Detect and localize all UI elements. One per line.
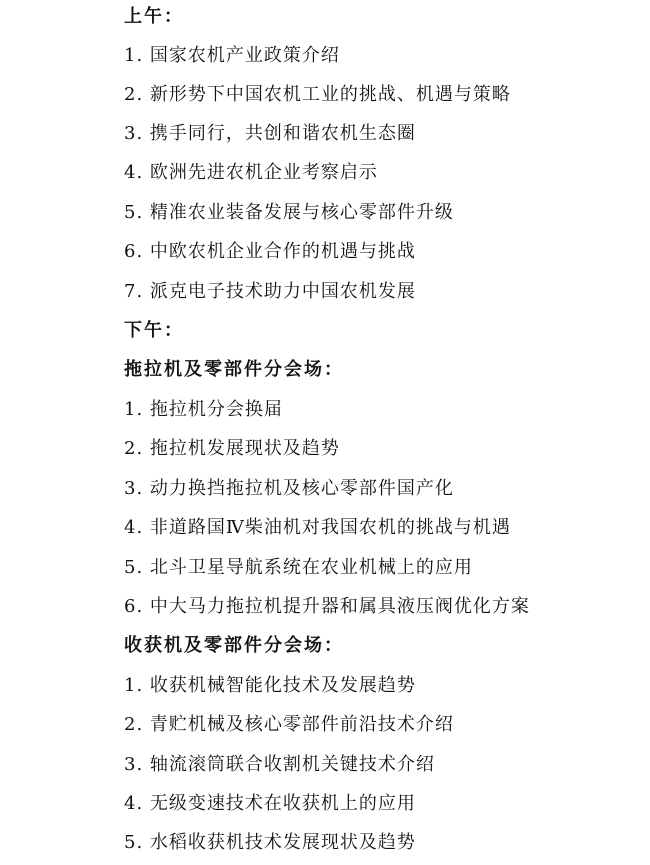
harvester-session-item: 4. 无级变速技术在收获机上的应用 (124, 793, 416, 814)
tractor-session-item: 6. 中大马力拖拉机提升器和属具液压阀优化方案 (124, 596, 530, 617)
morning-item: 3. 携手同行，共创和谐农机生态圈 (124, 123, 416, 144)
tractor-session-item: 1. 拖拉机分会换届 (124, 399, 283, 420)
morning-item: 6. 中欧农机企业合作的机遇与挑战 (124, 241, 416, 262)
tractor-session-item: 3. 动力换挡拖拉机及核心零部件国产化 (124, 478, 454, 499)
harvester-session-item: 5. 水稻收获机技术发展现状及趋势 (124, 832, 416, 853)
harvester-session-heading: 收获机及零部件分会场： (124, 635, 344, 656)
harvester-session-item: 3. 轴流滚筒联合收割机关键技术介绍 (124, 754, 435, 775)
afternoon-heading: 下午： (124, 320, 184, 341)
tractor-session-heading: 拖拉机及零部件分会场： (124, 359, 344, 380)
tractor-session-item: 2. 拖拉机发展现状及趋势 (124, 438, 340, 459)
morning-item: 5. 精准农业装备发展与核心零部件升级 (124, 202, 454, 223)
morning-item: 1. 国家农机产业政策介绍 (124, 45, 340, 66)
morning-item: 7. 派克电子技术助力中国农机发展 (124, 281, 416, 302)
harvester-session-item: 2. 青贮机械及核心零部件前沿技术介绍 (124, 714, 454, 735)
morning-heading: 上午： (124, 6, 184, 27)
morning-item: 4. 欧洲先进农机企业考察启示 (124, 162, 378, 183)
morning-item: 2. 新形势下中国农机工业的挑战、机遇与策略 (124, 84, 511, 105)
harvester-session-item: 1. 收获机械智能化技术及发展趋势 (124, 675, 416, 696)
tractor-session-item: 5. 北斗卫星导航系统在农业机械上的应用 (124, 557, 473, 578)
tractor-session-item: 4. 非道路国Ⅳ柴油机对我国农机的挑战与机遇 (124, 517, 511, 538)
